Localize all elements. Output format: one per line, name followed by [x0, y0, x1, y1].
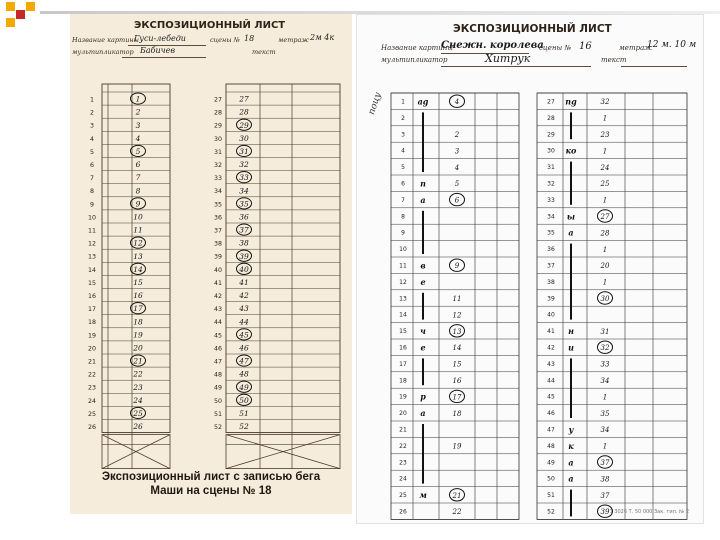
left-frame-mark: 41 — [239, 277, 249, 287]
right-row-number: 8 — [401, 213, 405, 221]
left-meters-label: метраж — [278, 36, 309, 44]
right-meters-label: метраж — [619, 44, 653, 52]
left-film-label: Название картины — [72, 36, 139, 44]
right-frame-mark: 3 — [454, 147, 460, 156]
right-frame-mark: 37 — [600, 459, 610, 467]
right-row-number: 5 — [401, 164, 405, 172]
left-row-number: 20 — [87, 345, 97, 353]
left-row-number: 12 — [87, 240, 97, 248]
right-phoneme-letter: ng — [565, 96, 577, 107]
left-frame-mark: 15 — [133, 277, 143, 287]
right-meters-value: 12 м. 10 м — [647, 40, 697, 50]
left-row-number: 19 — [87, 332, 97, 340]
logo-square-orange-3 — [6, 18, 15, 27]
right-row-number: 28 — [547, 114, 555, 122]
left-frame-mark: 7 — [135, 173, 141, 183]
right-frame-mark: 27 — [600, 213, 610, 221]
right-phoneme-letter: в — [420, 260, 426, 271]
right-frame-mark: 16 — [452, 377, 462, 385]
left-row-number: 33 — [213, 175, 223, 183]
right-row-number: 2 — [401, 114, 405, 122]
left-row-number: 47 — [213, 358, 223, 366]
right-frame-mark: 37 — [600, 491, 610, 500]
left-frame-mark: 9 — [135, 199, 141, 209]
right-row-number: 34 — [547, 213, 555, 221]
left-row-number: 25 — [87, 410, 97, 418]
left-row-number: 46 — [213, 345, 223, 353]
right-phoneme-letter: а — [568, 457, 574, 468]
right-film-label: Название картины — [381, 44, 454, 52]
left-frame-mark: 32 — [239, 160, 249, 170]
right-row-number: 11 — [399, 262, 407, 270]
right-row-number: 32 — [547, 180, 555, 188]
right-frame-mark: 9 — [454, 262, 460, 271]
right-frame-mark: 4 — [454, 163, 460, 172]
left-caption-line2: Маши на сцены № 18 — [150, 485, 272, 497]
right-film-value: Снежн. королева — [441, 40, 544, 51]
right-row-number: 14 — [399, 311, 407, 319]
right-frame-mark: 23 — [600, 131, 610, 139]
left-row-number: 24 — [87, 397, 97, 405]
right-frame-mark: 18 — [452, 409, 462, 418]
left-row-number: 9 — [89, 201, 95, 209]
left-text-label: текст — [252, 48, 276, 56]
logo-square-orange-2 — [26, 2, 35, 11]
right-animator-value: Хитрук — [485, 52, 531, 65]
right-row-number: 37 — [547, 262, 555, 270]
right-sheet-title: ЭКСПОЗИЦИОННЫЙ ЛИСТ — [453, 23, 612, 35]
left-row-number: 4 — [89, 135, 95, 143]
left-grid — [70, 14, 352, 514]
left-row-number: 37 — [213, 227, 223, 235]
left-sheet-title: ЭКСПОЗИЦИОННЫЙ ЛИСТ — [134, 20, 286, 31]
left-row-number: 6 — [89, 162, 95, 169]
left-frame-mark: 34 — [239, 186, 249, 196]
right-phoneme-letter: ко — [565, 145, 577, 156]
right-phoneme-letter: у — [568, 424, 574, 435]
left-frame-mark: 47 — [239, 356, 249, 366]
right-frame-mark: 1 — [602, 147, 608, 156]
right-frame-mark: 14 — [452, 344, 462, 353]
left-row-number: 10 — [87, 214, 97, 222]
right-row-number: 38 — [547, 278, 555, 286]
left-row-number: 36 — [213, 214, 223, 222]
left-row-number: 45 — [213, 332, 223, 340]
right-frame-mark: 1 — [602, 114, 608, 123]
left-row-number: 23 — [87, 384, 97, 392]
left-row-number: 26 — [87, 424, 97, 431]
left-row-number: 51 — [213, 410, 223, 418]
left-row-number: 43 — [213, 306, 223, 314]
right-frame-mark: 13 — [452, 327, 462, 336]
right-phoneme-letter: а — [568, 473, 574, 484]
right-row-number: 21 — [399, 426, 407, 434]
right-row-number: 40 — [547, 311, 555, 319]
left-row-number: 14 — [87, 266, 97, 274]
left-frame-mark: 48 — [239, 369, 249, 379]
right-frame-mark: 1 — [602, 245, 608, 254]
right-row-number: 51 — [547, 492, 555, 500]
left-row-number: 11 — [87, 227, 97, 235]
left-exposure-sheet — [70, 14, 352, 514]
left-frame-mark: 42 — [239, 291, 249, 301]
left-frame-mark: 50 — [239, 395, 249, 405]
left-frame-mark: 5 — [135, 146, 141, 156]
right-row-number: 4 — [401, 147, 405, 155]
right-row-number: 36 — [547, 246, 555, 254]
right-frame-mark: 22 — [452, 508, 462, 517]
left-frame-mark: 25 — [133, 408, 143, 418]
left-row-number: 3 — [89, 122, 95, 130]
right-frame-mark: 12 — [452, 311, 462, 320]
left-row-number: 38 — [213, 240, 223, 248]
left-frame-mark: 4 — [135, 133, 141, 143]
left-frame-mark: 22 — [133, 369, 143, 379]
right-frame-mark: 24 — [600, 163, 610, 172]
right-frame-mark: 15 — [452, 360, 462, 369]
right-row-number: 44 — [547, 377, 555, 385]
right-frame-mark: 31 — [600, 327, 610, 336]
left-row-number: 35 — [213, 201, 223, 209]
right-row-number: 35 — [547, 229, 555, 237]
left-row-number: 28 — [213, 109, 223, 117]
left-row-number: 49 — [213, 384, 223, 392]
left-frame-mark: 44 — [239, 317, 249, 327]
right-row-number: 43 — [547, 360, 555, 368]
left-frame-mark: 43 — [239, 304, 249, 314]
right-frame-mark: 30 — [600, 295, 610, 303]
right-frame-mark: 1 — [602, 196, 608, 205]
right-row-number: 26 — [399, 508, 407, 516]
right-row-number: 22 — [399, 442, 407, 450]
right-row-number: 10 — [399, 246, 407, 254]
left-frame-mark: 28 — [239, 107, 249, 117]
left-frame-mark: 49 — [239, 382, 249, 392]
right-row-number: 31 — [547, 164, 555, 172]
left-frame-mark: 6 — [135, 160, 141, 170]
right-footer-note: 1 3026 Т. 50 000 Зак. тип. № 2 — [609, 509, 689, 515]
left-frame-mark: 35 — [239, 199, 249, 209]
left-film-value: Гуси-лебеди — [134, 34, 186, 43]
right-row-number: 41 — [547, 328, 555, 336]
left-frame-mark: 23 — [133, 382, 143, 392]
left-frame-mark: 36 — [239, 212, 249, 222]
logo-square-red — [16, 10, 25, 19]
left-scene-label: сцены № — [210, 36, 240, 44]
left-frame-mark: 21 — [133, 356, 143, 366]
right-phoneme-letter: ag — [417, 96, 429, 107]
left-frame-mark: 40 — [239, 264, 249, 274]
right-row-number: 1 — [401, 98, 405, 106]
right-frame-mark: 2 — [454, 131, 460, 139]
left-frame-mark: 3 — [135, 120, 141, 130]
left-row-number: 27 — [213, 96, 223, 104]
right-frame-mark: 1 — [602, 278, 608, 287]
right-row-number: 15 — [399, 328, 407, 336]
right-phoneme-letter: и — [568, 342, 574, 353]
right-phoneme-letter: м — [419, 490, 427, 501]
left-row-number: 21 — [87, 358, 97, 366]
left-frame-mark: 29 — [239, 120, 249, 130]
left-frame-mark: 30 — [239, 133, 249, 143]
right-frame-mark: 19 — [452, 442, 462, 451]
right-row-number: 47 — [547, 426, 555, 434]
left-row-number: 44 — [213, 319, 223, 327]
left-row-number: 34 — [213, 188, 223, 196]
right-row-number: 29 — [547, 131, 555, 139]
right-row-number: 17 — [399, 360, 407, 368]
left-frame-mark: 24 — [133, 395, 143, 405]
right-frame-mark: 39 — [600, 508, 610, 517]
left-frame-mark: 11 — [133, 225, 143, 235]
left-frame-mark: 46 — [239, 343, 249, 353]
left-row-number: 41 — [213, 279, 223, 287]
left-row-number: 17 — [87, 306, 97, 314]
right-phoneme-letter: е — [420, 342, 426, 353]
right-phoneme-letter: р — [420, 391, 426, 402]
right-row-number: 9 — [401, 229, 405, 237]
right-row-number: 50 — [547, 475, 555, 483]
right-frame-mark: 20 — [600, 262, 610, 271]
left-frame-mark: 27 — [239, 94, 249, 104]
right-row-number: 39 — [547, 295, 555, 303]
right-phoneme-letter: ч — [420, 326, 426, 337]
left-frame-mark: 18 — [133, 317, 143, 327]
left-frame-mark: 12 — [133, 238, 143, 248]
right-frame-mark: 28 — [600, 229, 610, 238]
left-row-number: 8 — [89, 188, 95, 196]
left-frame-mark: 1 — [135, 94, 141, 104]
right-row-number: 25 — [399, 492, 407, 500]
right-row-number: 49 — [547, 459, 555, 467]
left-row-number: 29 — [213, 122, 223, 130]
right-row-number: 24 — [399, 475, 407, 483]
left-row-number: 5 — [89, 148, 95, 156]
right-frame-mark: 34 — [600, 426, 610, 435]
left-row-number: 48 — [213, 371, 223, 379]
left-row-number: 13 — [87, 253, 97, 261]
left-frame-mark: 45 — [239, 330, 249, 340]
left-animator-label: мультипликатор — [72, 48, 134, 56]
left-row-number: 40 — [213, 266, 223, 274]
left-row-number: 22 — [87, 371, 97, 379]
left-row-number: 15 — [87, 279, 97, 287]
left-frame-mark: 8 — [135, 186, 141, 196]
right-side-note: поцу — [367, 91, 384, 117]
right-animator-label: мультипликатор — [381, 56, 448, 64]
right-phoneme-letter: к — [568, 440, 574, 451]
right-row-number: 23 — [399, 459, 407, 467]
right-scene-label: сцены № — [539, 44, 572, 52]
left-row-number: 2 — [89, 109, 95, 117]
right-row-number: 7 — [401, 196, 405, 204]
right-row-number: 12 — [399, 278, 407, 286]
left-frame-mark: 13 — [133, 251, 143, 261]
left-frame-mark: 38 — [239, 238, 249, 248]
right-row-number: 6 — [401, 180, 405, 188]
right-row-number: 20 — [399, 410, 407, 418]
right-frame-mark: 35 — [600, 409, 610, 418]
left-row-number: 18 — [87, 319, 97, 327]
right-row-number: 27 — [547, 98, 555, 106]
left-frame-mark: 51 — [239, 408, 249, 418]
right-exposure-sheet — [356, 14, 704, 524]
right-phoneme-letter: а — [420, 194, 426, 205]
right-row-number: 13 — [399, 295, 407, 303]
right-frame-mark: 32 — [600, 344, 610, 353]
right-row-number: 42 — [547, 344, 555, 352]
right-row-number: 48 — [547, 442, 555, 450]
left-row-number: 16 — [87, 293, 97, 300]
left-frame-mark: 37 — [239, 225, 249, 235]
right-row-number: 33 — [547, 196, 555, 204]
left-row-number: 32 — [213, 162, 223, 169]
right-row-number: 19 — [399, 393, 407, 401]
left-frame-mark: 52 — [239, 422, 249, 432]
right-grid — [357, 15, 704, 524]
right-frame-mark: 6 — [454, 196, 460, 205]
right-row-number: 3 — [401, 131, 405, 139]
left-frame-mark: 19 — [133, 330, 143, 340]
right-row-number: 18 — [399, 377, 407, 385]
left-frame-mark: 39 — [239, 251, 249, 261]
left-animator-value: Бабичев — [140, 46, 176, 55]
right-frame-mark: 34 — [600, 377, 610, 385]
left-frame-mark: 14 — [133, 264, 143, 274]
left-row-number: 50 — [213, 397, 223, 405]
right-frame-mark: 11 — [452, 295, 462, 303]
left-row-number: 1 — [89, 96, 95, 104]
left-frame-mark: 2 — [135, 107, 141, 117]
left-row-number: 7 — [89, 175, 95, 183]
left-frame-mark: 17 — [133, 304, 143, 314]
right-frame-mark: 33 — [600, 360, 610, 369]
left-row-number: 42 — [213, 293, 223, 300]
right-phoneme-letter: ы — [566, 211, 576, 222]
left-frame-mark: 16 — [133, 291, 143, 301]
left-frame-mark: 10 — [133, 212, 143, 222]
left-frame-mark: 26 — [133, 422, 143, 432]
left-row-number: 52 — [213, 424, 223, 431]
right-phoneme-letter: н — [568, 326, 574, 337]
right-row-number: 52 — [547, 508, 555, 516]
right-frame-mark: 17 — [452, 393, 462, 402]
left-meters-value: 2м 4к — [310, 33, 335, 42]
right-text-label: текст — [601, 56, 627, 64]
right-row-number: 30 — [547, 147, 555, 155]
right-row-number: 45 — [547, 393, 555, 401]
left-caption-line1: Экспозиционный лист с записью бега — [101, 471, 321, 483]
right-frame-mark: 38 — [600, 475, 610, 484]
right-frame-mark: 5 — [454, 180, 460, 189]
right-frame-mark: 1 — [602, 442, 608, 451]
logo-square-orange — [6, 2, 15, 11]
left-row-number: 30 — [213, 135, 223, 143]
left-frame-mark: 20 — [133, 343, 143, 353]
right-phoneme-letter: е — [420, 276, 426, 287]
left-frame-mark: 33 — [239, 173, 249, 183]
left-row-number: 39 — [213, 253, 223, 261]
right-phoneme-letter: а — [420, 408, 426, 419]
right-frame-mark: 25 — [600, 180, 610, 189]
left-row-number: 31 — [213, 148, 223, 156]
left-frame-mark: 31 — [239, 146, 249, 156]
right-frame-mark: 4 — [454, 98, 460, 107]
right-row-number: 46 — [547, 410, 555, 418]
right-frame-mark: 1 — [602, 393, 608, 402]
right-frame-mark: 21 — [452, 491, 462, 500]
left-scene-value: 18 — [244, 34, 255, 43]
right-phoneme-letter: а — [568, 227, 574, 238]
right-scene-value: 16 — [579, 41, 592, 52]
right-frame-mark: 32 — [600, 98, 610, 107]
right-row-number: 16 — [399, 344, 407, 352]
right-phoneme-letter: п — [420, 178, 426, 189]
